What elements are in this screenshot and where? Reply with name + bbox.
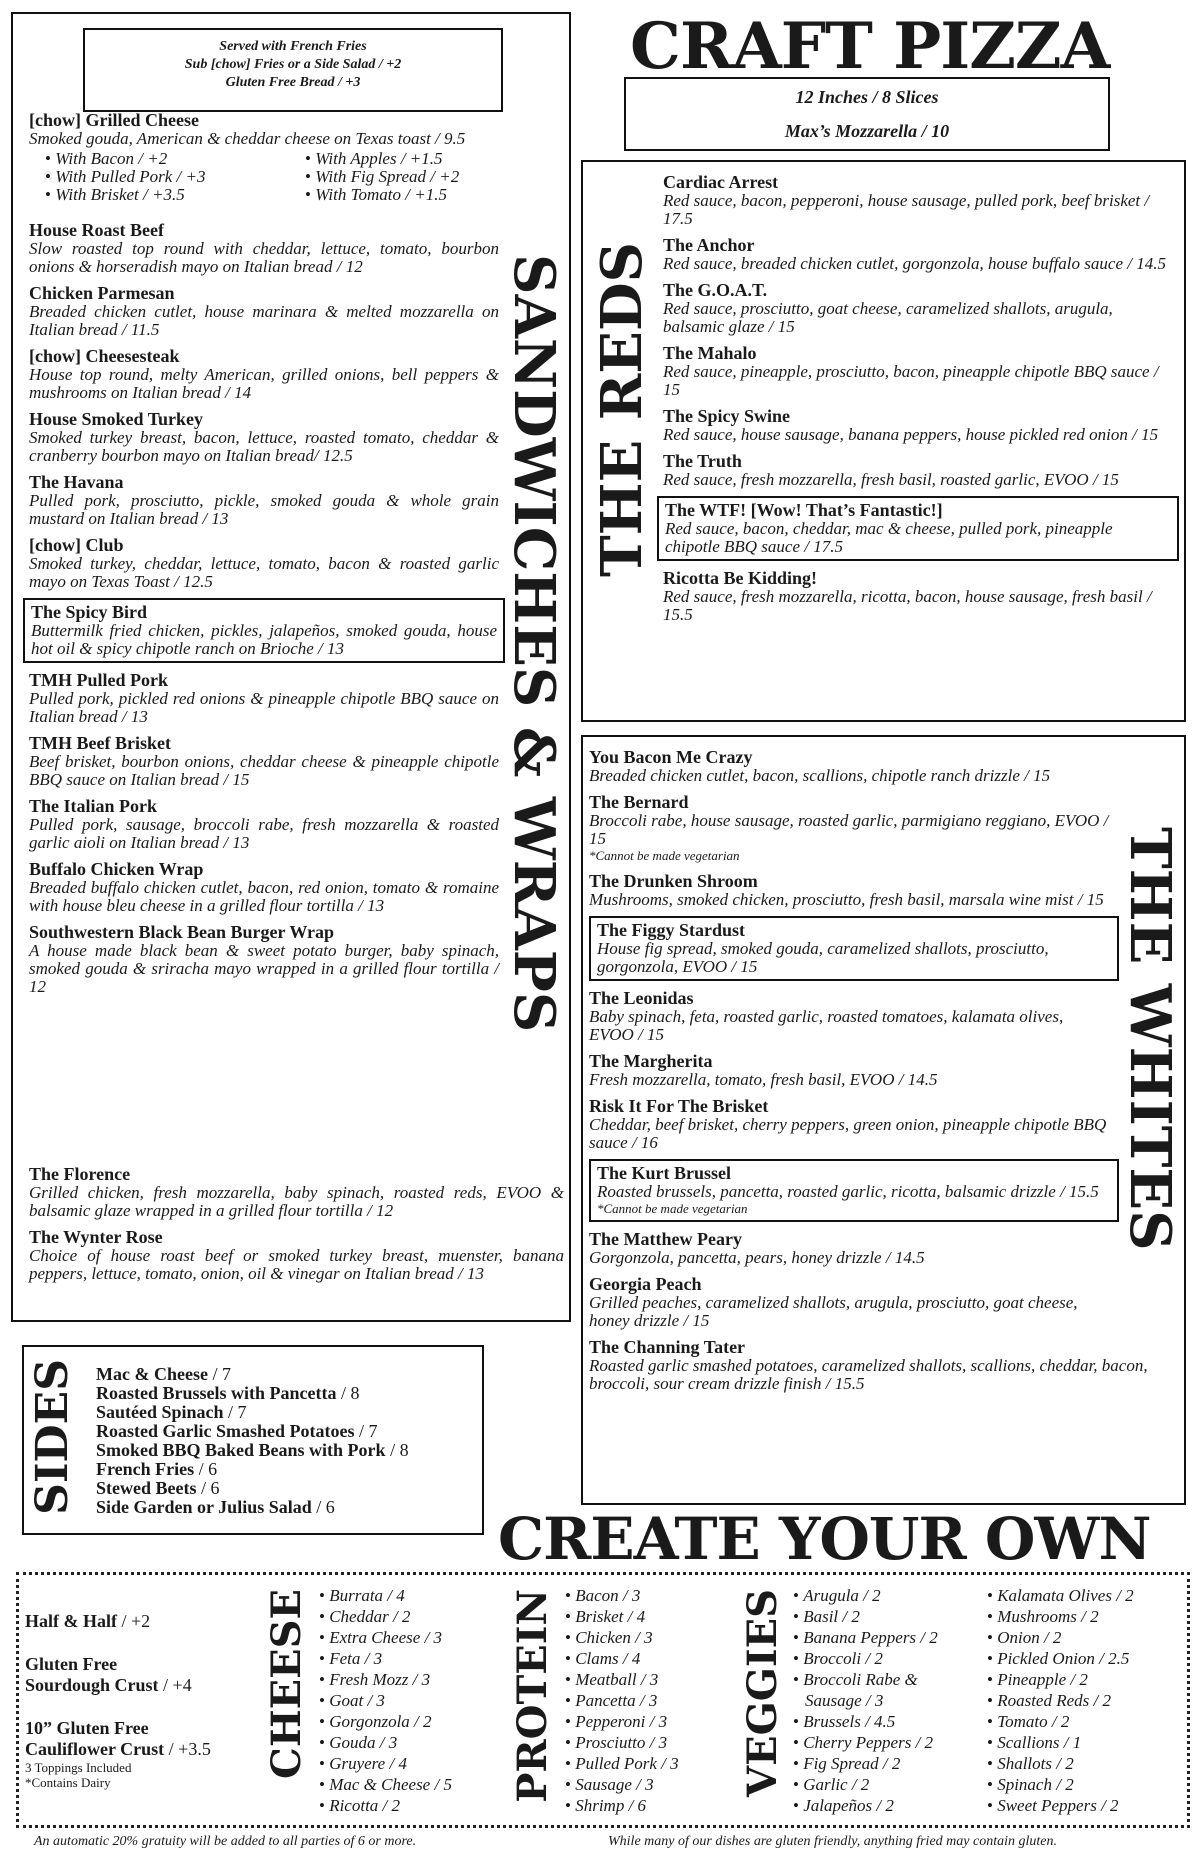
item-desc: Broccoli rabe, house sausage, roasted garlic, parmigiano reggiano, EVOO / 15 — [589, 811, 1109, 848]
item-desc: Roasted garlic smashed potatoes, caramelized shallots, scallions, cheddar, bacon, broccoli, sour cream drizzle finish / 15.5 — [589, 1356, 1148, 1393]
option: • With Tomato / +1.5 — [305, 186, 535, 204]
menu-item — [29, 670, 499, 726]
topping: • Meatball / 3 — [565, 1669, 679, 1690]
item-desc: Breaded buffalo chicken cutlet, bacon, red onion, tomato & romaine with house bleu cheese in a grilled flour tortilla / 13 — [29, 878, 499, 915]
option-note: 3 Toppings Included — [25, 1760, 132, 1775]
topping: • Pancetta / 3 — [565, 1690, 679, 1711]
menu-item — [29, 796, 499, 852]
topping: • Arugula / 2 — [793, 1585, 938, 1606]
item-desc: Red sauce, house sausage, banana peppers, house pickled red onion / 15 — [663, 425, 1159, 444]
item-name: Buffalo Chicken Wrap — [29, 859, 204, 879]
topping: • Gouda / 3 — [319, 1732, 452, 1753]
pizza-size: 12 Inches / 8 Slices — [795, 87, 939, 107]
half-and-half — [25, 1611, 265, 1632]
side-price: / 7 — [223, 1402, 247, 1422]
veggies-list-2 — [987, 1585, 1134, 1816]
topping: • Ricotta / 2 — [319, 1795, 452, 1816]
menu-item — [589, 1051, 1109, 1089]
topping: • Pepperoni / 3 — [565, 1711, 679, 1732]
topping: • Onion / 2 — [987, 1627, 1134, 1648]
menu-item — [589, 1337, 1149, 1393]
topping: • Scallions / 1 — [987, 1732, 1134, 1753]
item-desc: Mushrooms, smoked chicken, prosciutto, fresh basil, marsala wine mist / 15 — [589, 890, 1104, 909]
side-item — [96, 1365, 409, 1384]
option: • With Apples / +1.5 — [305, 150, 535, 168]
crust-options — [25, 1611, 265, 1790]
item-desc: Pulled pork, sausage, broccoli rabe, fresh mozzarella & roasted garlic aioli on Italian bread / 13 — [29, 815, 499, 852]
item-desc: Fresh mozzarella, tomato, fresh basil, EVOO / 14.5 — [589, 1070, 938, 1089]
topping: • Feta / 3 — [319, 1648, 452, 1669]
item-desc: Smoked turkey, cheddar, lettuce, tomato, bacon & roasted garlic mayo on Texas Toast / 12.5 — [29, 554, 499, 591]
item-name: The Havana — [29, 472, 124, 492]
item-name: The Channing Tater — [589, 1337, 746, 1357]
option-price: / +3.5 — [164, 1739, 211, 1759]
menu-item — [29, 283, 499, 339]
option-price: / +2 — [117, 1611, 151, 1631]
item-name: Southwestern Black Bean Burger Wrap — [29, 922, 335, 942]
menu-item — [29, 409, 499, 465]
item-note: *Cannot be made vegetarian — [597, 1201, 748, 1216]
item-desc: Red sauce, fresh mozzarella, fresh basil, roasted garlic, EVOO / 15 — [663, 470, 1119, 489]
cheese-list — [319, 1585, 452, 1816]
reds-heading: THE REDS — [589, 242, 655, 577]
side-item — [96, 1403, 409, 1422]
item-desc: Breaded chicken cutlet, house marinara & melted mozzarella on Italian bread / 11.5 — [29, 302, 499, 339]
reds-list — [663, 172, 1173, 631]
menu-item — [589, 1229, 1109, 1267]
menu-item — [663, 172, 1173, 228]
item-name: Georgia Peach — [589, 1274, 702, 1294]
option: • With Brisket / +3.5 — [45, 186, 275, 204]
topping: • Pineapple / 2 — [987, 1669, 1134, 1690]
menu-item — [663, 451, 1173, 489]
sides-heading: SIDES — [27, 1359, 78, 1515]
menu-item — [589, 792, 1109, 864]
topping: • Chicken / 3 — [565, 1627, 679, 1648]
option-note: *Contains Dairy — [25, 1775, 111, 1790]
menu-item — [29, 859, 499, 915]
side-name: French Fries — [96, 1459, 195, 1479]
item-name: The Spicy Bird — [31, 602, 148, 622]
menu-item — [589, 1096, 1109, 1152]
side-price: / 8 — [385, 1440, 409, 1460]
topping: • Goat / 3 — [319, 1690, 452, 1711]
topping: • Kalamata Olives / 2 — [987, 1585, 1134, 1606]
topping: • Cheddar / 2 — [319, 1606, 452, 1627]
item-desc: A house made black bean & sweet potato burger, baby spinach, smoked gouda & sriracha mayo wrapped in a grilled flour tortilla / 12 — [29, 941, 499, 996]
menu-item-boxed — [589, 1159, 1119, 1222]
topping: • Spinach / 2 — [987, 1774, 1134, 1795]
side-item — [96, 1460, 409, 1479]
served-line-1: Served with French Fries — [219, 39, 367, 54]
sides-list — [96, 1365, 409, 1517]
topping: • Roasted Reds / 2 — [987, 1690, 1134, 1711]
side-name: Side Garden or Julius Salad — [96, 1497, 312, 1517]
menu-item — [29, 220, 499, 276]
item-desc: Roasted brussels, pancetta, roasted garlic, ricotta, balsamic drizzle / 15.5 — [597, 1182, 1099, 1201]
menu-item — [29, 922, 499, 996]
side-name: Smoked BBQ Baked Beans with Pork — [96, 1440, 386, 1460]
option-label: Sourdough Crust — [25, 1675, 159, 1695]
menu-item — [29, 1227, 564, 1283]
topping: • Basil / 2 — [793, 1606, 938, 1627]
item-name: Chicken Parmesan — [29, 283, 175, 303]
item-name: The Matthew Peary — [589, 1229, 742, 1249]
menu-item — [589, 1274, 1109, 1330]
gf-sourdough — [25, 1654, 265, 1696]
sandwiches-heading: SANDWICHES & WRAPS — [501, 254, 567, 1033]
menu-item — [29, 346, 499, 402]
option-label: Cauliflower Crust — [25, 1739, 165, 1759]
menu-item — [663, 406, 1173, 444]
topping: • Shallots / 2 — [987, 1753, 1134, 1774]
protein-list — [565, 1585, 679, 1816]
item-note: *Cannot be made vegetarian — [589, 848, 740, 863]
menu-item — [663, 568, 1173, 624]
item-desc: Red sauce, fresh mozzarella, ricotta, bacon, house sausage, fresh basil / 15.5 — [663, 587, 1152, 624]
pizza-info-box — [624, 77, 1110, 151]
side-item — [96, 1498, 409, 1517]
protein-heading: PROTEIN — [509, 1589, 556, 1803]
topping: • Cherry Peppers / 2 — [793, 1732, 938, 1753]
option: • With Bacon / +2 — [45, 150, 275, 168]
item-desc: Pulled pork, pickled red onions & pineapple chipotle BBQ sauce on Italian bread / 13 — [29, 689, 499, 726]
option: • With Fig Spread / +2 — [305, 168, 535, 186]
cheese-heading: CHEESE — [263, 1589, 310, 1779]
topping: • Sweet Peppers / 2 — [987, 1795, 1134, 1816]
item-name: TMH Beef Brisket — [29, 733, 171, 753]
item-desc: Red sauce, pineapple, prosciutto, bacon, pineapple chipotle BBQ sauce / 15 — [663, 362, 1159, 399]
item-name: The Mahalo — [663, 343, 757, 363]
item-name: The Kurt Brussel — [597, 1163, 732, 1183]
option-label: Gluten Free — [25, 1654, 118, 1674]
reds-panel — [581, 160, 1186, 722]
item-desc: House fig spread, smoked gouda, caramelized shallots, prosciutto, gorgonzola, EVOO / 15 — [597, 939, 1049, 976]
item-name: [chow] Cheesesteak — [29, 346, 180, 366]
item-desc: Beef brisket, bourbon onions, cheddar cheese & pineapple chipotle BBQ sauce on Italian bread / 15 — [29, 752, 499, 789]
option: • With Pulled Pork / +3 — [45, 168, 275, 186]
topping: • Pickled Onion / 2.5 — [987, 1648, 1134, 1669]
item-name: The Figgy Stardust — [597, 920, 746, 940]
item-desc: Cheddar, beef brisket, cherry peppers, green onion, pineapple chipotle BBQ sauce / 16 — [589, 1115, 1107, 1152]
item-desc: Red sauce, bacon, cheddar, mac & cheese, pulled pork, pineapple chipotle BBQ sauce / 17.5 — [665, 519, 1113, 556]
item-desc: Red sauce, prosciutto, goat cheese, caramelized shallots, arugula, balsamic glaze / 15 — [663, 299, 1113, 336]
craft-pizza-title: CRAFT PIZZA — [630, 9, 1110, 84]
whites-list — [589, 747, 1148, 1400]
topping: • Tomato / 2 — [987, 1711, 1134, 1732]
topping: • Broccoli / 2 — [793, 1648, 938, 1669]
veggies-list-1 — [793, 1585, 938, 1816]
menu-item — [589, 988, 1109, 1044]
item-desc: Smoked turkey breast, bacon, lettuce, roasted tomato, cheddar & cranberry bourbon mayo on Italian bread/ 12.5 — [29, 428, 499, 465]
item-name: House Roast Beef — [29, 220, 164, 240]
item-desc: House top round, melty American, grilled onions, bell peppers & mushrooms on Italian bread / 14 — [29, 365, 499, 402]
whites-heading: THE WHITES — [1117, 827, 1183, 1251]
menu-item-boxed — [589, 916, 1119, 981]
topping: • Broccoli Rabe & — [793, 1669, 938, 1690]
option-label: 10” Gluten Free — [25, 1718, 149, 1738]
menu-item — [29, 535, 499, 591]
item-name: [chow] Club — [29, 535, 124, 555]
side-price: / 8 — [336, 1383, 360, 1403]
item-name: Cardiac Arrest — [663, 172, 779, 192]
veggies-heading: VEGGIES — [739, 1589, 786, 1797]
grilled-cheese-item — [29, 110, 569, 204]
side-name: Roasted Garlic Smashed Potatoes — [96, 1421, 355, 1441]
topping: • Garlic / 2 — [793, 1774, 938, 1795]
item-name: The WTF! [Wow! That’s Fantastic!] — [665, 500, 943, 520]
side-name: Sautéed Spinach — [96, 1402, 224, 1422]
item-desc: Gorgonzola, pancetta, pears, honey drizzle / 14.5 — [589, 1248, 925, 1267]
grilled-cheese-options — [29, 150, 569, 204]
item-desc: Breaded chicken cutlet, bacon, scallions, chipotle ranch drizzle / 15 — [589, 766, 1051, 785]
topping: • Fresh Mozz / 3 — [319, 1669, 452, 1690]
item-desc: Red sauce, breaded chicken cutlet, gorgonzola, house buffalo sauce / 14.5 — [663, 254, 1166, 273]
item-name: The G.O.A.T. — [663, 280, 768, 300]
side-item — [96, 1479, 409, 1498]
item-desc: Baby spinach, feta, roasted garlic, roasted tomatoes, kalamata olives, EVOO / 15 — [589, 1007, 1064, 1044]
topping: • Banana Peppers / 2 — [793, 1627, 938, 1648]
sandwiches-panel — [11, 12, 571, 1322]
menu-item — [663, 280, 1173, 336]
topping: • Brussels / 4.5 — [793, 1711, 938, 1732]
side-name: Mac & Cheese — [96, 1364, 208, 1384]
menu-item — [663, 235, 1173, 273]
topping: • Shrimp / 6 — [565, 1795, 679, 1816]
topping: • Extra Cheese / 3 — [319, 1627, 452, 1648]
option-price: / +4 — [158, 1675, 192, 1695]
item-name: The Anchor — [663, 235, 755, 255]
item-name: TMH Pulled Pork — [29, 670, 168, 690]
item-name: The Leonidas — [589, 988, 694, 1008]
menu-item — [589, 747, 1109, 785]
item-desc: Smoked gouda, American & cheddar cheese on Texas toast / 9.5 — [29, 129, 466, 148]
side-price: / 6 — [311, 1497, 335, 1517]
topping: • Fig Spread / 2 — [793, 1753, 938, 1774]
side-price: / 7 — [207, 1364, 231, 1384]
whites-panel — [581, 735, 1186, 1505]
item-name: Risk It For The Brisket — [589, 1096, 769, 1116]
item-desc: Red sauce, bacon, pepperoni, house sausage, pulled pork, beef brisket / 17.5 — [663, 191, 1150, 228]
item-desc: Grilled peaches, caramelized shallots, arugula, prosciutto, goat cheese, honey drizzle / 15 — [589, 1293, 1078, 1330]
topping: • Burrata / 4 — [319, 1585, 452, 1606]
menu-item-boxed — [657, 496, 1179, 561]
item-name: The Florence — [29, 1164, 131, 1184]
side-item — [96, 1422, 409, 1441]
sandwich-list-wide — [29, 1164, 564, 1290]
item-desc: Grilled chicken, fresh mozzarella, baby spinach, roasted reds, EVOO & balsamic glaze wrapped in a grilled flour tortilla / 12 — [29, 1183, 564, 1220]
topping: • Gruyere / 4 — [319, 1753, 452, 1774]
side-price: / 7 — [354, 1421, 378, 1441]
topping: • Sausage / 3 — [565, 1774, 679, 1795]
sandwich-list — [29, 220, 499, 1003]
topping: • Jalapeños / 2 — [793, 1795, 938, 1816]
create-your-own-title: CREATE YOUR OWN — [498, 1505, 1151, 1573]
topping: • Bacon / 3 — [565, 1585, 679, 1606]
gf-cauliflower — [25, 1718, 265, 1790]
option-label: Half & Half — [25, 1611, 117, 1631]
footer-gluten: While many of our dishes are gluten friendly, anything fried may contain gluten. — [608, 1834, 1057, 1849]
item-desc: Buttermilk fried chicken, pickles, jalapeños, smoked gouda, house hot oil & spicy chipotle ranch on Brioche / 13 — [31, 621, 497, 658]
item-name: Ricotta Be Kidding! — [663, 568, 818, 588]
topping: • Clams / 4 — [565, 1648, 679, 1669]
topping: • Brisket / 4 — [565, 1606, 679, 1627]
pizza-base-text: Max’s Mozzarella / 10 — [784, 121, 950, 141]
served-with-box — [83, 28, 503, 112]
topping: Sausage / 3 — [805, 1691, 884, 1710]
footer-gratuity: An automatic 20% gratuity will be added to all parties of 6 or more. — [34, 1834, 417, 1849]
item-name: The Wynter Rose — [29, 1227, 163, 1247]
topping: • Prosciutto / 3 — [565, 1732, 679, 1753]
item-name: House Smoked Turkey — [29, 409, 204, 429]
item-name: The Drunken Shroom — [589, 871, 758, 891]
item-desc: Pulled pork, prosciutto, pickle, smoked gouda & whole grain mustard on Italian bread / 13 — [29, 491, 499, 528]
topping: • Gorgonzola / 2 — [319, 1711, 452, 1732]
pizza-base — [626, 120, 1108, 142]
served-line-2: Sub [chow] Fries or a Side Salad / +2 — [184, 57, 402, 72]
topping: • Pulled Pork / 3 — [565, 1753, 679, 1774]
item-name: [chow] Grilled Cheese — [29, 110, 199, 130]
served-line-3: Gluten Free Bread / +3 — [225, 75, 361, 90]
side-price: / 6 — [196, 1478, 220, 1498]
menu-item — [663, 343, 1173, 399]
menu-item — [29, 472, 499, 528]
item-desc: Slow roasted top round with cheddar, lettuce, tomato, bourbon onions & horseradish mayo on Italian bread / 12 — [29, 239, 499, 276]
side-name: Roasted Brussels with Pancetta — [96, 1383, 337, 1403]
menu-item-boxed — [23, 598, 505, 663]
item-name: You Bacon Me Crazy — [589, 747, 753, 767]
sides-panel — [22, 1345, 484, 1535]
topping: • Mac & Cheese / 5 — [319, 1774, 452, 1795]
side-price: / 6 — [194, 1459, 218, 1479]
menu-item — [29, 733, 499, 789]
menu-item — [29, 1164, 564, 1220]
topping: • Mushrooms / 2 — [987, 1606, 1134, 1627]
side-item — [96, 1384, 409, 1403]
item-name: The Italian Pork — [29, 796, 158, 816]
menu-item — [589, 871, 1109, 909]
side-item — [96, 1441, 409, 1460]
create-your-own-panel — [16, 1572, 1190, 1828]
item-desc: Choice of house roast beef or smoked turkey breast, muenster, banana peppers, lettuce, tomato, onion, oil & vinegar on Italian bread / 13 — [29, 1246, 564, 1283]
side-name: Stewed Beets — [96, 1478, 197, 1498]
item-name: The Spicy Swine — [663, 406, 791, 426]
item-name: The Margherita — [589, 1051, 713, 1071]
item-name: The Truth — [663, 451, 742, 471]
item-name: The Bernard — [589, 792, 689, 812]
